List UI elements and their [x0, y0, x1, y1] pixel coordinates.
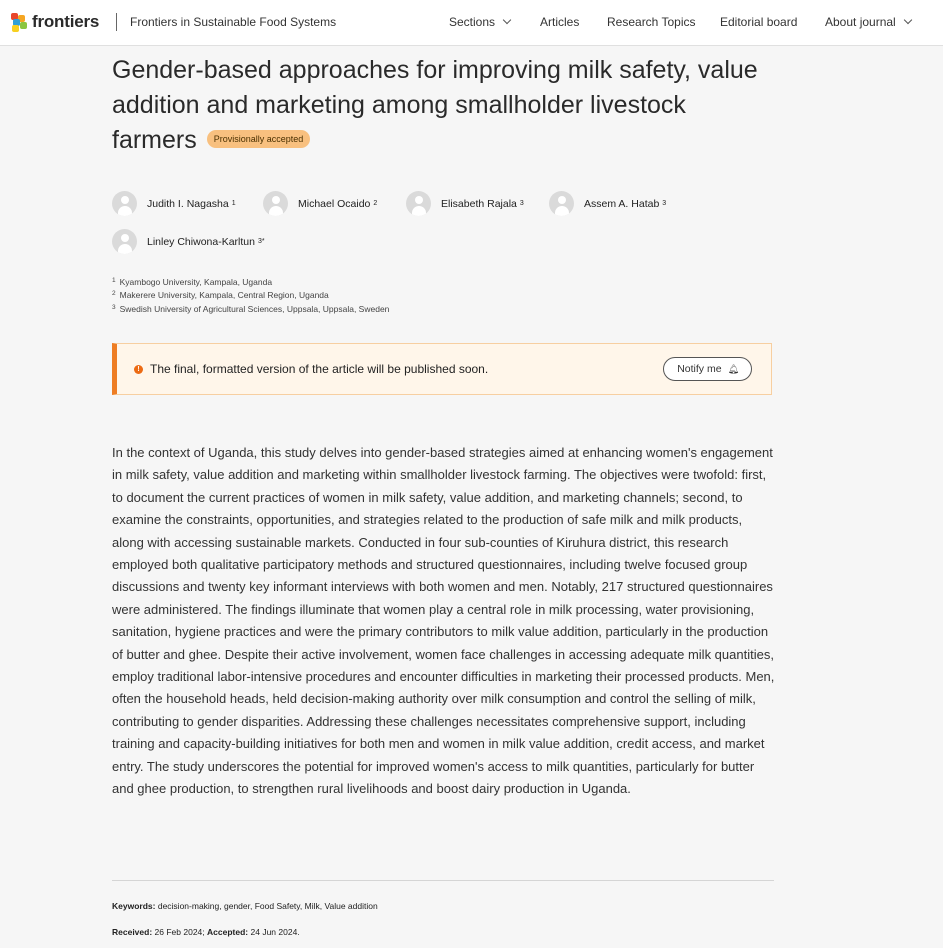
nav-sections[interactable] [449, 15, 510, 29]
keywords-line [112, 901, 378, 911]
notice-text: The final, formatted version of the article will be published soon. [150, 362, 489, 376]
author-affil-sup: 3 [519, 200, 524, 207]
accepted-date: 24 Jun 2024. [250, 927, 300, 937]
chevron-down-icon [503, 16, 511, 24]
avatar-icon [406, 191, 431, 216]
received-date: 26 Feb 2024; [154, 927, 205, 937]
journal-name-link[interactable]: Frontiers in Sustainable Food Systems [130, 15, 337, 29]
avatar-icon [112, 191, 137, 216]
keywords-value: decision-making, gender, Food Safety, Milk, Value addition [157, 901, 378, 911]
section-divider [112, 880, 774, 881]
dates-line [112, 927, 300, 937]
author-name: Michael Ocaido [298, 197, 371, 210]
author-item[interactable] [112, 229, 265, 254]
author-item[interactable] [112, 191, 236, 216]
author-name: Linley Chiwona-Karltun [147, 235, 255, 248]
top-header [0, 0, 943, 46]
author-affil-sup: 3* [257, 238, 265, 245]
author-item[interactable] [406, 191, 524, 216]
affiliation-num: 3 [112, 304, 116, 311]
logo-text: frontiers [32, 12, 100, 31]
author-name: Judith I. Nagasha [147, 197, 229, 210]
affiliation-num: 1 [112, 277, 116, 284]
affiliation-item [112, 290, 329, 300]
frontiers-logo-icon [11, 13, 28, 32]
nav-about-journal-label: About journal [825, 15, 896, 29]
affiliation-text: Makerere University, Kampala, Central Region, Uganda [119, 290, 329, 300]
affiliation-num: 2 [112, 290, 116, 297]
frontiers-logo[interactable] [11, 12, 99, 32]
article-title [112, 53, 772, 158]
publication-notice [112, 343, 772, 395]
nav-about-journal[interactable] [825, 15, 911, 29]
chevron-down-icon [903, 16, 911, 24]
affiliation-text: Swedish University of Agricultural Sciences, Uppsala, Uppsala, Sweden [119, 304, 390, 314]
alert-icon: ! [134, 365, 143, 374]
author-affil-sup: 3 [662, 200, 667, 207]
nav-research-topics-label: Research Topics [607, 15, 696, 29]
avatar-icon [112, 229, 137, 254]
received-label: Received: [112, 927, 153, 937]
author-item[interactable] [263, 191, 377, 216]
author-affil-sup: 2 [373, 200, 378, 207]
author-name: Elisabeth Rajala [441, 197, 517, 210]
affiliation-item [112, 277, 272, 287]
accepted-label: Accepted: [207, 927, 249, 937]
nav-articles[interactable] [540, 15, 579, 29]
author-item[interactable] [549, 191, 666, 216]
author-name: Assem A. Hatab [584, 197, 660, 210]
avatar-icon [263, 191, 288, 216]
nav-editorial-board[interactable] [720, 15, 797, 29]
avatar-icon [549, 191, 574, 216]
keywords-label: Keywords: [112, 901, 156, 911]
header-divider [116, 13, 117, 31]
affiliation-item [112, 304, 389, 314]
author-affil-sup: 1 [231, 200, 236, 207]
status-badge: Provisionally accepted [207, 130, 311, 148]
affiliation-text: Kyambogo University, Kampala, Uganda [119, 277, 273, 287]
bell-icon: 🔔︎ [727, 363, 739, 374]
nav-research-topics[interactable] [607, 15, 696, 29]
nav-editorial-board-label: Editorial board [720, 15, 798, 29]
notify-me-label: Notify me [677, 363, 722, 375]
article-title-text: Gender-based approaches for improving milk safety, value addition and marketing among smallholder livestock farmers [112, 56, 758, 154]
nav-sections-label: Sections [449, 15, 496, 29]
notify-me-button[interactable] [663, 357, 752, 381]
nav-articles-label: Articles [540, 15, 580, 29]
abstract-text: In the context of Uganda, this study delves into gender-based strategies aimed at enhancing women's engagement in milk safety, value addition and marketing within smallholder livestock farming. The objectives were twofold: first, to document the current practices of women in milk safety, value addition, and marketing channels; second, to examine the constraints, opportunities, and strategies related to the production of safe milk and milk products, along with accessing sustainable markets. Conducted in four sub-counties of Kiruhura district, this research employed both qualitative participatory methods and structured questionnaires, including twelve focused group discussions and twenty key informant interviews with both women and men. Notably, 217 structured questionnaires were administered. The findings illuminate that women play a central role in milk processing, water provisioning, sanitation, hygiene practices and were the primary contributors to milk value addition, particularly in the production of butter and ghee. Despite their active involvement, women face challenges in accessing adequate milk quantities, employ traditional labor-intensive procedures and encounter difficulties in marketing their processed products. Men, often the household heads, held decision-making authority over milk consumption and control the selling of milk, contributing to gender disparities. Addressing these challenges necessitates comprehensive support, including training and capacity-building initiatives for both men and women in milk value addition, credit access, and market entry. The study underscores the potential for improved women's access to milk quantities, particularly for butter and ghee production, to strengthen rural livelihoods and boost dairy production in Uganda. [112, 445, 775, 797]
